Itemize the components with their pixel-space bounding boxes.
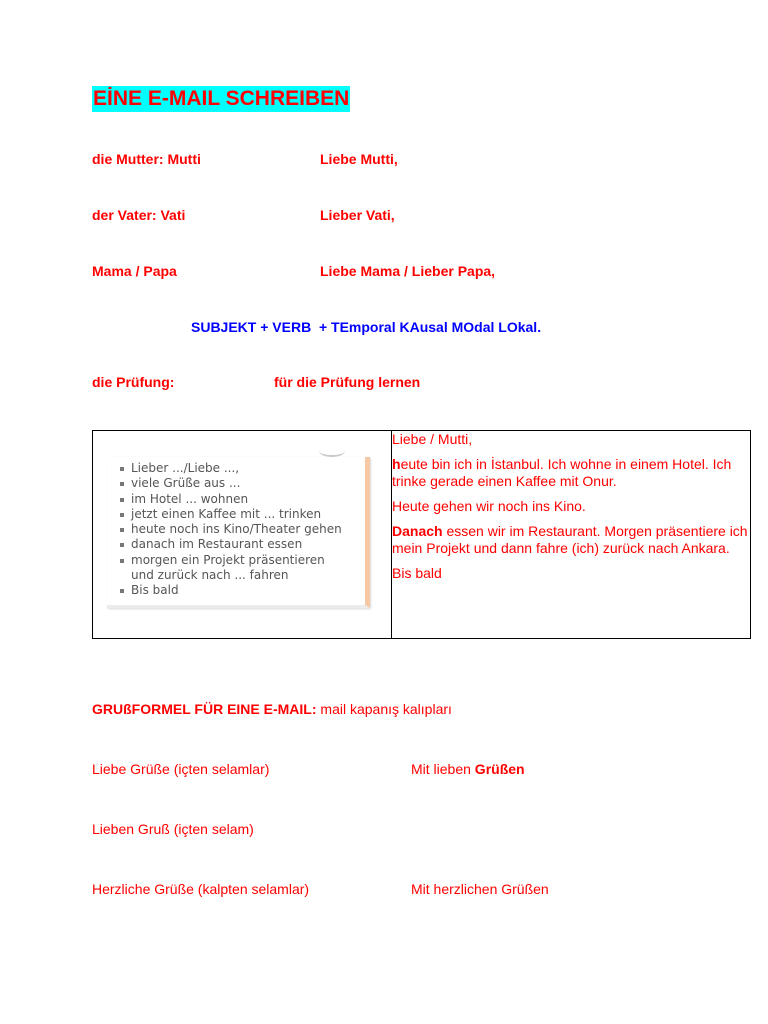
textbook-list	[107, 457, 365, 599]
list-item: jetzt einen Kaffee mit ... trinken	[120, 507, 365, 522]
closings-heading-bold: GRUßFORMEL FÜR EINE E-MAIL:	[92, 701, 317, 717]
closing-left-1: Liebe Grüße (içten selamlar)	[92, 761, 270, 777]
letter-paragraph-2: Heute gehen wir noch ins Kino.	[392, 498, 586, 514]
textbook-excerpt	[107, 457, 370, 608]
letter-paragraph-3	[392, 523, 750, 557]
closing-right-3	[411, 881, 549, 897]
closings-heading-text: mail kapanış kalıpları	[316, 701, 452, 717]
closing-right-3-text: Mit herzlichen Grüßen	[411, 881, 549, 897]
page-curl-decoration	[319, 445, 345, 457]
vocab-greeting-parents: Liebe Mama / Lieber Papa,	[320, 263, 496, 279]
letter-p3-bold: Danach	[392, 523, 443, 539]
exam-term: die Prüfung:	[92, 374, 175, 390]
list-item: danach im Restaurant essen	[120, 537, 365, 552]
closing-right-1	[411, 761, 525, 777]
vocab-term-father: der Vater: Vati	[92, 207, 186, 223]
closing-left-2: Lieben Gruß (içten selam)	[92, 821, 254, 837]
list-item: im Hotel ... wohnen	[120, 492, 365, 507]
exam-phrase: für die Prüfung lernen	[274, 374, 421, 390]
letter-paragraph-1	[392, 456, 750, 490]
list-item: heute noch ins Kino/Theater gehen	[120, 522, 365, 537]
sentence-formula: SUBJEKT + VERB + TEmporal KAusal MOdal LOkal.	[191, 319, 542, 335]
list-item: Bis bald	[120, 583, 365, 598]
list-item: und zurück nach ... fahren	[131, 568, 289, 583]
list-item: morgen ein Projekt präsentieren	[120, 553, 365, 568]
list-item: Lieber .../Liebe ...,	[120, 461, 365, 476]
vocab-term-parents: Mama / Papa	[92, 263, 177, 279]
vocab-term-mother: die Mutter: Mutti	[92, 151, 201, 167]
closings-heading	[92, 701, 452, 717]
letter-cell	[392, 431, 751, 639]
page-title: EİNE E-MAIL SCHREIBEN	[93, 87, 350, 110]
closing-left-3: Herzliche Grüße (kalpten selamlar)	[92, 881, 310, 897]
textbook-cell	[93, 431, 392, 639]
letter-p1-text: eute bin ich in İstanbul. Ich wohne in einem Hotel. Ich trinke gerade einen Kaffee mit Onur.	[392, 456, 732, 489]
letter-p1-bold: h	[392, 456, 401, 472]
closing-right-1-bold: Grüßen	[470, 761, 525, 777]
letter-closing: Bis bald	[392, 565, 442, 581]
example-table	[92, 430, 751, 639]
letter-p3-text: essen wir im Restaurant. Morgen präsentiere ich mein Projekt und dann fahre (ich) zurück nach Ankara.	[392, 523, 748, 556]
vocab-greeting-father: Lieber Vati,	[320, 207, 395, 223]
closing-right-1-text: Mit lieben	[411, 761, 471, 777]
list-item: viele Grüße aus ...	[120, 476, 365, 491]
letter-salutation: Liebe / Mutti,	[392, 431, 473, 447]
vocab-greeting-mother: Liebe Mutti,	[320, 151, 398, 167]
